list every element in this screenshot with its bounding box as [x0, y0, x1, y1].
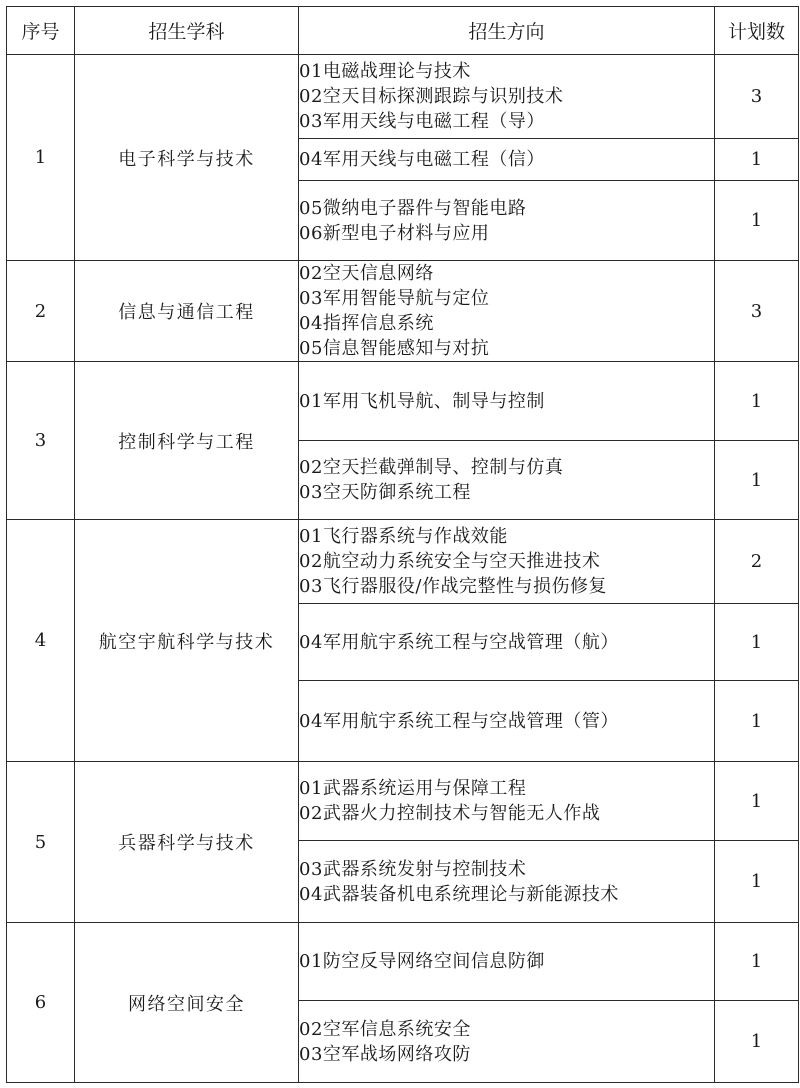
direction-cell	[299, 1001, 715, 1083]
direction-item: 01军用飞机导航、制导与控制	[299, 390, 545, 412]
row-number: 6	[7, 923, 75, 1083]
subject-cell	[75, 261, 299, 362]
table-row	[7, 362, 799, 441]
row-number: 4	[7, 520, 75, 762]
direction-item: 04指挥信息系统	[299, 313, 434, 334]
direction-cell	[299, 181, 715, 261]
plan-count: 1	[715, 681, 799, 762]
direction-item: 02空天拦截弹制导、控制与仿真	[299, 457, 564, 478]
table-row	[7, 520, 799, 604]
header-direction: 招生方向	[299, 7, 715, 55]
plan-count: 1	[715, 139, 799, 181]
direction-item: 01电磁战理论与技术	[299, 61, 471, 82]
direction-item: 03武器系统发射与控制技术	[299, 858, 527, 880]
direction-item: 03军用智能导航与定位	[299, 288, 490, 309]
plan-count: 1	[715, 762, 799, 841]
direction-cell	[299, 362, 715, 441]
direction-cell	[299, 923, 715, 1001]
subject-cell	[75, 520, 299, 762]
direction-item: 04武器装备机电系统理论与新能源技术	[299, 883, 619, 905]
row-number: 5	[7, 762, 75, 923]
direction-item: 03军用天线与电磁工程（导）	[299, 111, 545, 132]
plan-count: 1	[715, 1001, 799, 1083]
header-subject: 招生学科	[75, 7, 299, 55]
header-row	[7, 7, 799, 55]
plan-count: 1	[715, 841, 799, 923]
table-row	[7, 261, 799, 362]
subject-name: 电子科学与技术	[118, 148, 255, 170]
direction-item: 02空天目标探测跟踪与识别技术	[299, 86, 564, 107]
table-row	[7, 55, 799, 139]
plan-count: 3	[715, 55, 799, 139]
direction-cell	[299, 261, 715, 362]
direction-item: 01武器系统运用与保障工程	[299, 778, 527, 799]
table-row	[7, 923, 799, 1001]
direction-cell	[299, 604, 715, 681]
row-number: 3	[7, 362, 75, 520]
header-no: 序号	[7, 7, 75, 55]
plan-count: 1	[715, 604, 799, 681]
direction-item: 05信息智能感知与对抗	[299, 338, 490, 359]
plan-count: 1	[715, 362, 799, 441]
enrollment-table	[6, 6, 799, 1083]
subject-cell	[75, 55, 299, 261]
direction-item: 02航空动力系统安全与空天推进技术	[299, 551, 601, 572]
plan-count: 1	[715, 441, 799, 520]
direction-item: 04军用天线与电磁工程（信）	[299, 149, 545, 170]
direction-item: 02空天信息网络	[299, 263, 434, 284]
table-row	[7, 762, 799, 841]
direction-item: 03空军战场网络攻防	[299, 1043, 471, 1065]
direction-item: 04军用航宇系统工程与空战管理（航）	[299, 631, 619, 653]
subject-cell	[75, 362, 299, 520]
row-number: 2	[7, 261, 75, 362]
subject-name: 网络空间安全	[128, 993, 245, 1015]
row-number: 1	[7, 55, 75, 261]
direction-cell	[299, 762, 715, 841]
direction-item: 02空军信息系统安全	[299, 1018, 471, 1040]
direction-cell	[299, 681, 715, 762]
header-plan: 计划数	[715, 7, 799, 55]
direction-item: 01飞行器系统与作战效能	[299, 526, 508, 547]
direction-item: 02武器火力控制技术与智能无人作战	[299, 803, 601, 824]
subject-name: 信息与通信工程	[118, 302, 255, 323]
direction-item: 03空天防御系统工程	[299, 482, 471, 503]
subject-name: 航空宇航科学与技术	[98, 631, 275, 653]
direction-cell	[299, 841, 715, 923]
direction-cell	[299, 520, 715, 604]
subject-name: 兵器科学与技术	[118, 833, 255, 854]
subject-name: 控制科学与工程	[118, 431, 255, 453]
subject-cell	[75, 923, 299, 1083]
subject-cell	[75, 762, 299, 923]
direction-item: 05微纳电子器件与智能电路	[299, 197, 527, 219]
plan-count: 2	[715, 520, 799, 604]
direction-item: 03飞行器服役/作战完整性与损伤修复	[299, 576, 607, 597]
direction-cell	[299, 55, 715, 139]
direction-item: 06新型电子材料与应用	[299, 222, 490, 244]
plan-count: 3	[715, 261, 799, 362]
plan-count: 1	[715, 923, 799, 1001]
table-body	[7, 55, 799, 1083]
direction-item: 04军用航宇系统工程与空战管理（管）	[299, 710, 619, 732]
direction-cell	[299, 139, 715, 181]
plan-count: 1	[715, 181, 799, 261]
direction-cell	[299, 441, 715, 520]
direction-item: 01防空反导网络空间信息防御	[299, 951, 545, 972]
